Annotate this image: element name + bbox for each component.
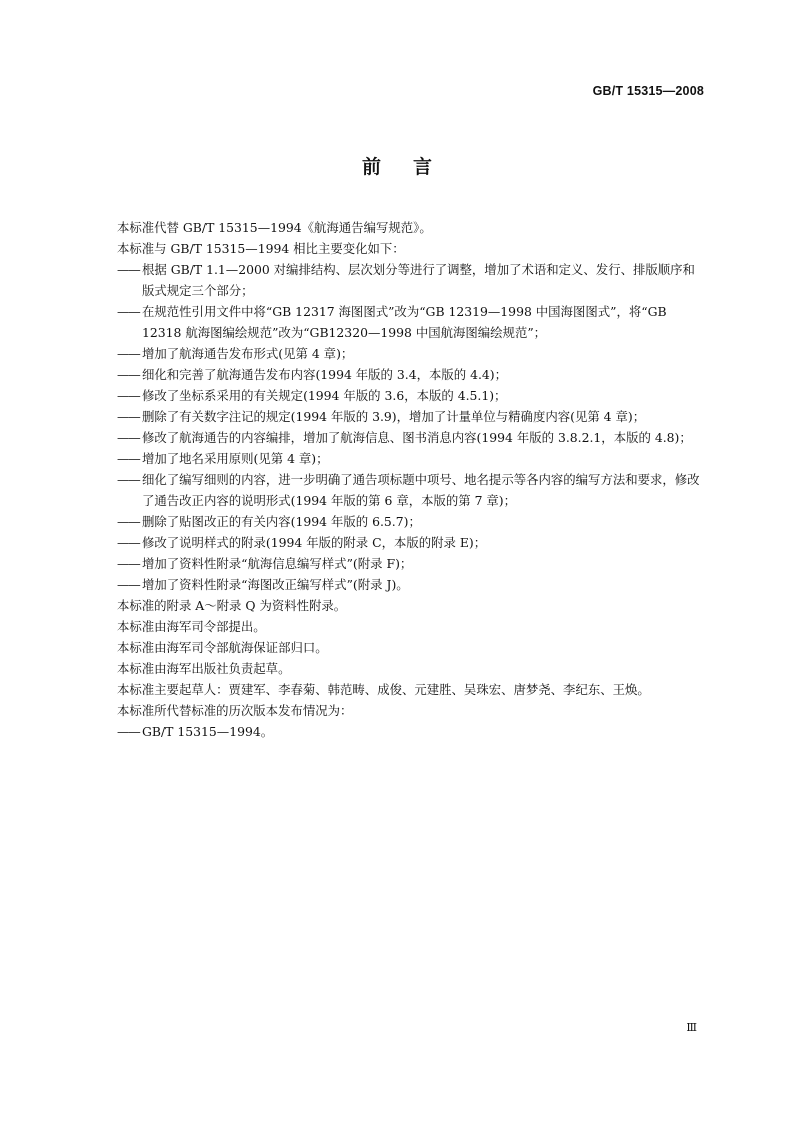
list-item xyxy=(117,553,707,574)
paragraph-text: 删除了有关数字注记的规定(1994 年版的 3.9)，增加了计量单位与精确度内容(见第 4 章)； xyxy=(142,409,646,424)
em-dash-bullet: —— xyxy=(117,577,140,592)
paragraph-text: 本标准由海军出版社负责起草。 xyxy=(117,661,291,676)
em-dash-bullet: —— xyxy=(117,346,140,361)
paragraph xyxy=(117,595,707,616)
standard-code: GB/T 15315—2008 xyxy=(592,84,704,98)
paragraph-text: 增加了地名采用原则(见第 4 章)； xyxy=(142,451,329,466)
list-item xyxy=(117,364,707,385)
list-item xyxy=(117,343,707,364)
paragraph-text: 增加了资料性附录“航海信息编写样式”(附录 F)； xyxy=(142,556,413,571)
paragraph xyxy=(117,658,707,679)
paragraph-text: 细化和完善了航海通告发布内容(1994 年版的 3.4，本版的 4.4)； xyxy=(142,367,508,382)
paragraph-text: 本标准的附录 A～附录 Q 为资料性附录。 xyxy=(117,598,347,613)
list-item xyxy=(117,721,707,742)
paragraph-text: 根据 GB/T 1.1—2000 对编排结构、层次划分等进行了调整，增加了术语和定义、发行、排版顺序和版式规定三个部分； xyxy=(142,262,695,298)
em-dash-bullet: —— xyxy=(117,304,140,319)
paragraph xyxy=(117,616,707,637)
list-item xyxy=(117,469,707,511)
list-item xyxy=(117,511,707,532)
em-dash-bullet: —— xyxy=(117,262,140,277)
em-dash-bullet: —— xyxy=(117,556,140,571)
em-dash-bullet: —— xyxy=(117,409,140,424)
list-item xyxy=(117,385,707,406)
paragraph-text: 本标准主要起草人：贾建军、李春菊、韩范畴、成俊、元建胜、吴珠宏、唐梦尧、李纪东、王焕。 xyxy=(117,682,650,697)
paragraph-text: 增加了资料性附录“海图改正编写样式”(附录 J)。 xyxy=(142,577,409,592)
list-item xyxy=(117,406,707,427)
paragraph-text: 修改了航海通告的内容编排，增加了航海信息、图书消息内容(1994 年版的 3.8.2.1，本版的 4.8)； xyxy=(142,430,692,445)
paragraph-text: 删除了贴图改正的有关内容(1994 年版的 6.5.7)； xyxy=(142,514,421,529)
em-dash-bullet: —— xyxy=(117,514,140,529)
em-dash-bullet: —— xyxy=(117,472,140,487)
paragraph xyxy=(117,217,707,238)
list-item xyxy=(117,532,707,553)
paragraph-text: 修改了坐标系采用的有关规定(1994 年版的 3.6，本版的 4.5.1)； xyxy=(142,388,507,403)
paragraph xyxy=(117,679,707,700)
paragraph-text: 本标准代替 GB/T 15315—1994《航海通告编写规范》。 xyxy=(117,220,432,235)
page-title: 前言 xyxy=(361,156,464,178)
em-dash-bullet: —— xyxy=(117,535,140,550)
list-item xyxy=(117,448,707,469)
paragraph xyxy=(117,700,707,721)
list-item xyxy=(117,301,707,343)
paragraph-text: 修改了说明样式的附录(1994 年版的附录 C，本版的附录 E)； xyxy=(142,535,487,550)
paragraph xyxy=(117,637,707,658)
list-item xyxy=(117,259,707,301)
paragraph-text: 本标准由海军司令部提出。 xyxy=(117,619,266,634)
em-dash-bullet: —— xyxy=(117,724,140,739)
paragraph-text: 本标准由海军司令部航海保证部归口。 xyxy=(117,640,328,655)
paragraph-text: 细化了编写细则的内容，进一步明确了通告项标题中项号、地名提示等各内容的编写方法和要求，修改了通告改正内容的说明形式(1994 年版的第 6 章，本版的第 7 章)； xyxy=(142,472,700,508)
paragraph-text: 本标准所代替标准的历次版本发布情况为： xyxy=(117,703,353,718)
em-dash-bullet: —— xyxy=(117,388,140,403)
foreword-body xyxy=(117,217,707,742)
em-dash-bullet: —— xyxy=(117,451,140,466)
list-item xyxy=(117,427,707,448)
paragraph-text: 在规范性引用文件中将“GB 12317 海图图式”改为“GB 12319—1998 中国海图图式”，将“GB 12318 航海图编绘规范”改为“GB12320—1998 中国航海图编绘规范”； xyxy=(142,304,667,340)
list-item xyxy=(117,574,707,595)
em-dash-bullet: —— xyxy=(117,367,140,382)
paragraph-text: 本标准与 GB/T 15315—1994 相比主要变化如下： xyxy=(117,241,405,256)
page-number: Ⅲ xyxy=(686,1021,696,1034)
em-dash-bullet: —— xyxy=(117,430,140,445)
paragraph-text: GB/T 15315—1994。 xyxy=(142,724,274,739)
paragraph-text: 增加了航海通告发布形式(见第 4 章)； xyxy=(142,346,354,361)
paragraph xyxy=(117,238,707,259)
